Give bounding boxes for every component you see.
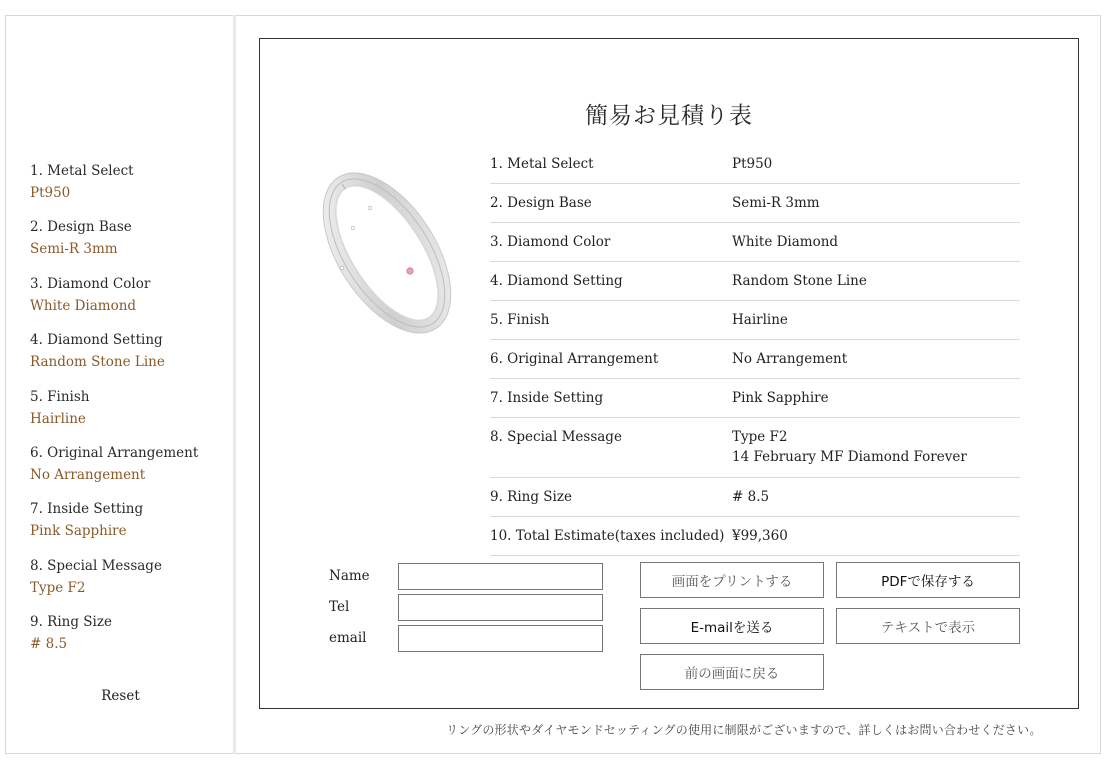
ring-image	[312, 167, 462, 339]
table-row	[490, 301, 1020, 340]
sidebar-item-value: Pt950	[30, 185, 71, 201]
sidebar-item-label: 9. Ring Size	[30, 614, 112, 631]
save-pdf-button[interactable]: PDFで保存する	[836, 562, 1020, 598]
row-value: Pink Sapphire	[732, 390, 829, 406]
usage-note: リングの形状やダイヤモンドセッティングの使用に制限がございますので、詳しくはお問い合わせください。	[446, 723, 1042, 737]
sidebar-item-value: # 8.5	[30, 636, 68, 653]
sidebar-item-value: Random Stone Line	[30, 354, 165, 371]
table-row	[490, 418, 1020, 478]
row-value: Pt950	[732, 156, 773, 172]
sidebar-item-metal[interactable]	[30, 163, 198, 219]
table-row	[490, 223, 1020, 262]
contact-form	[398, 563, 603, 656]
sidebar-item-original-arrangement[interactable]	[30, 445, 198, 501]
sidebar-item-label: 8. Special Message	[30, 557, 162, 574]
page-title: 簡易お見積り表	[585, 103, 753, 129]
email-label: email	[329, 630, 367, 646]
sidebar-item-value: Pink Sapphire	[30, 523, 127, 540]
show-text-button[interactable]: テキストで表示	[836, 608, 1020, 644]
estimate-panel	[259, 38, 1079, 709]
total-estimate-value: ¥99,360	[732, 528, 788, 544]
sidebar-item-ring-size[interactable]	[30, 614, 198, 670]
message-type: Type F2	[732, 429, 788, 445]
sidebar-item-value: White Diamond	[30, 297, 137, 314]
send-email-button[interactable]: E-mailを送る	[640, 608, 824, 644]
selection-summary	[30, 163, 198, 671]
row-value: # 8.5	[732, 489, 770, 505]
sidebar-item-diamond-color[interactable]	[30, 276, 198, 332]
sidebar-item-label: 7. Inside Setting	[30, 501, 144, 518]
row-key: 5. Finish	[490, 312, 550, 328]
sidebar-item-label: 4. Diamond Setting	[30, 332, 163, 349]
table-row	[490, 145, 1020, 184]
message-text: 14 February MF Diamond Forever	[732, 449, 967, 465]
email-field[interactable]	[398, 625, 603, 652]
sidebar-item-label: 2. Design Base	[30, 219, 132, 236]
row-value: Random Stone Line	[732, 273, 867, 289]
row-key: 8. Special Message	[490, 429, 622, 445]
row-key: 3. Diamond Color	[490, 234, 611, 250]
table-row	[490, 184, 1020, 223]
sidebar-item-value: No Arrangement	[30, 466, 146, 483]
contact-form-labels	[329, 566, 370, 659]
row-key: 9. Ring Size	[490, 489, 572, 505]
row-key: 6. Original Arrangement	[490, 351, 659, 367]
reset-button[interactable]: Reset	[101, 688, 140, 704]
row-key: 10. Total Estimate(taxes included)	[490, 528, 725, 544]
sidebar	[5, 15, 236, 754]
print-button[interactable]: 画面をプリントする	[640, 562, 824, 598]
sidebar-item-value: Semi-R 3mm	[30, 241, 118, 258]
sidebar-item-value: Type F2	[30, 579, 86, 596]
sidebar-item-special-message[interactable]	[30, 558, 198, 614]
sidebar-item-inside-setting[interactable]	[30, 501, 198, 557]
sidebar-item-finish[interactable]	[30, 389, 198, 445]
row-value: Hairline	[732, 312, 788, 328]
table-row	[490, 340, 1020, 379]
row-key: 4. Diamond Setting	[490, 273, 623, 289]
sidebar-item-diamond-setting[interactable]	[30, 332, 198, 388]
row-key: 7. Inside Setting	[490, 390, 604, 406]
table-row	[490, 517, 1020, 556]
sidebar-item-label: 1. Metal Select	[30, 163, 134, 179]
tel-label: Tel	[329, 599, 350, 615]
name-field[interactable]	[398, 563, 603, 590]
row-value: Semi-R 3mm	[732, 195, 820, 211]
row-key: 2. Design Base	[490, 195, 592, 211]
sidebar-item-label: 6. Original Arrangement	[30, 444, 199, 461]
row-key: 1. Metal Select	[490, 156, 594, 172]
row-value: No Arrangement	[732, 351, 848, 367]
sidebar-item-label: 3. Diamond Color	[30, 275, 151, 292]
table-row	[490, 478, 1020, 517]
table-row	[490, 379, 1020, 418]
name-label: Name	[329, 568, 370, 584]
row-value: White Diamond	[732, 234, 839, 250]
sidebar-item-design-base[interactable]	[30, 219, 198, 275]
back-button[interactable]: 前の画面に戻る	[640, 654, 824, 690]
table-row	[490, 262, 1020, 301]
estimate-table	[490, 145, 1020, 556]
sidebar-item-value: Hairline	[30, 410, 86, 427]
row-value	[732, 427, 1020, 477]
tel-field[interactable]	[398, 594, 603, 621]
sidebar-item-label: 5. Finish	[30, 388, 90, 405]
